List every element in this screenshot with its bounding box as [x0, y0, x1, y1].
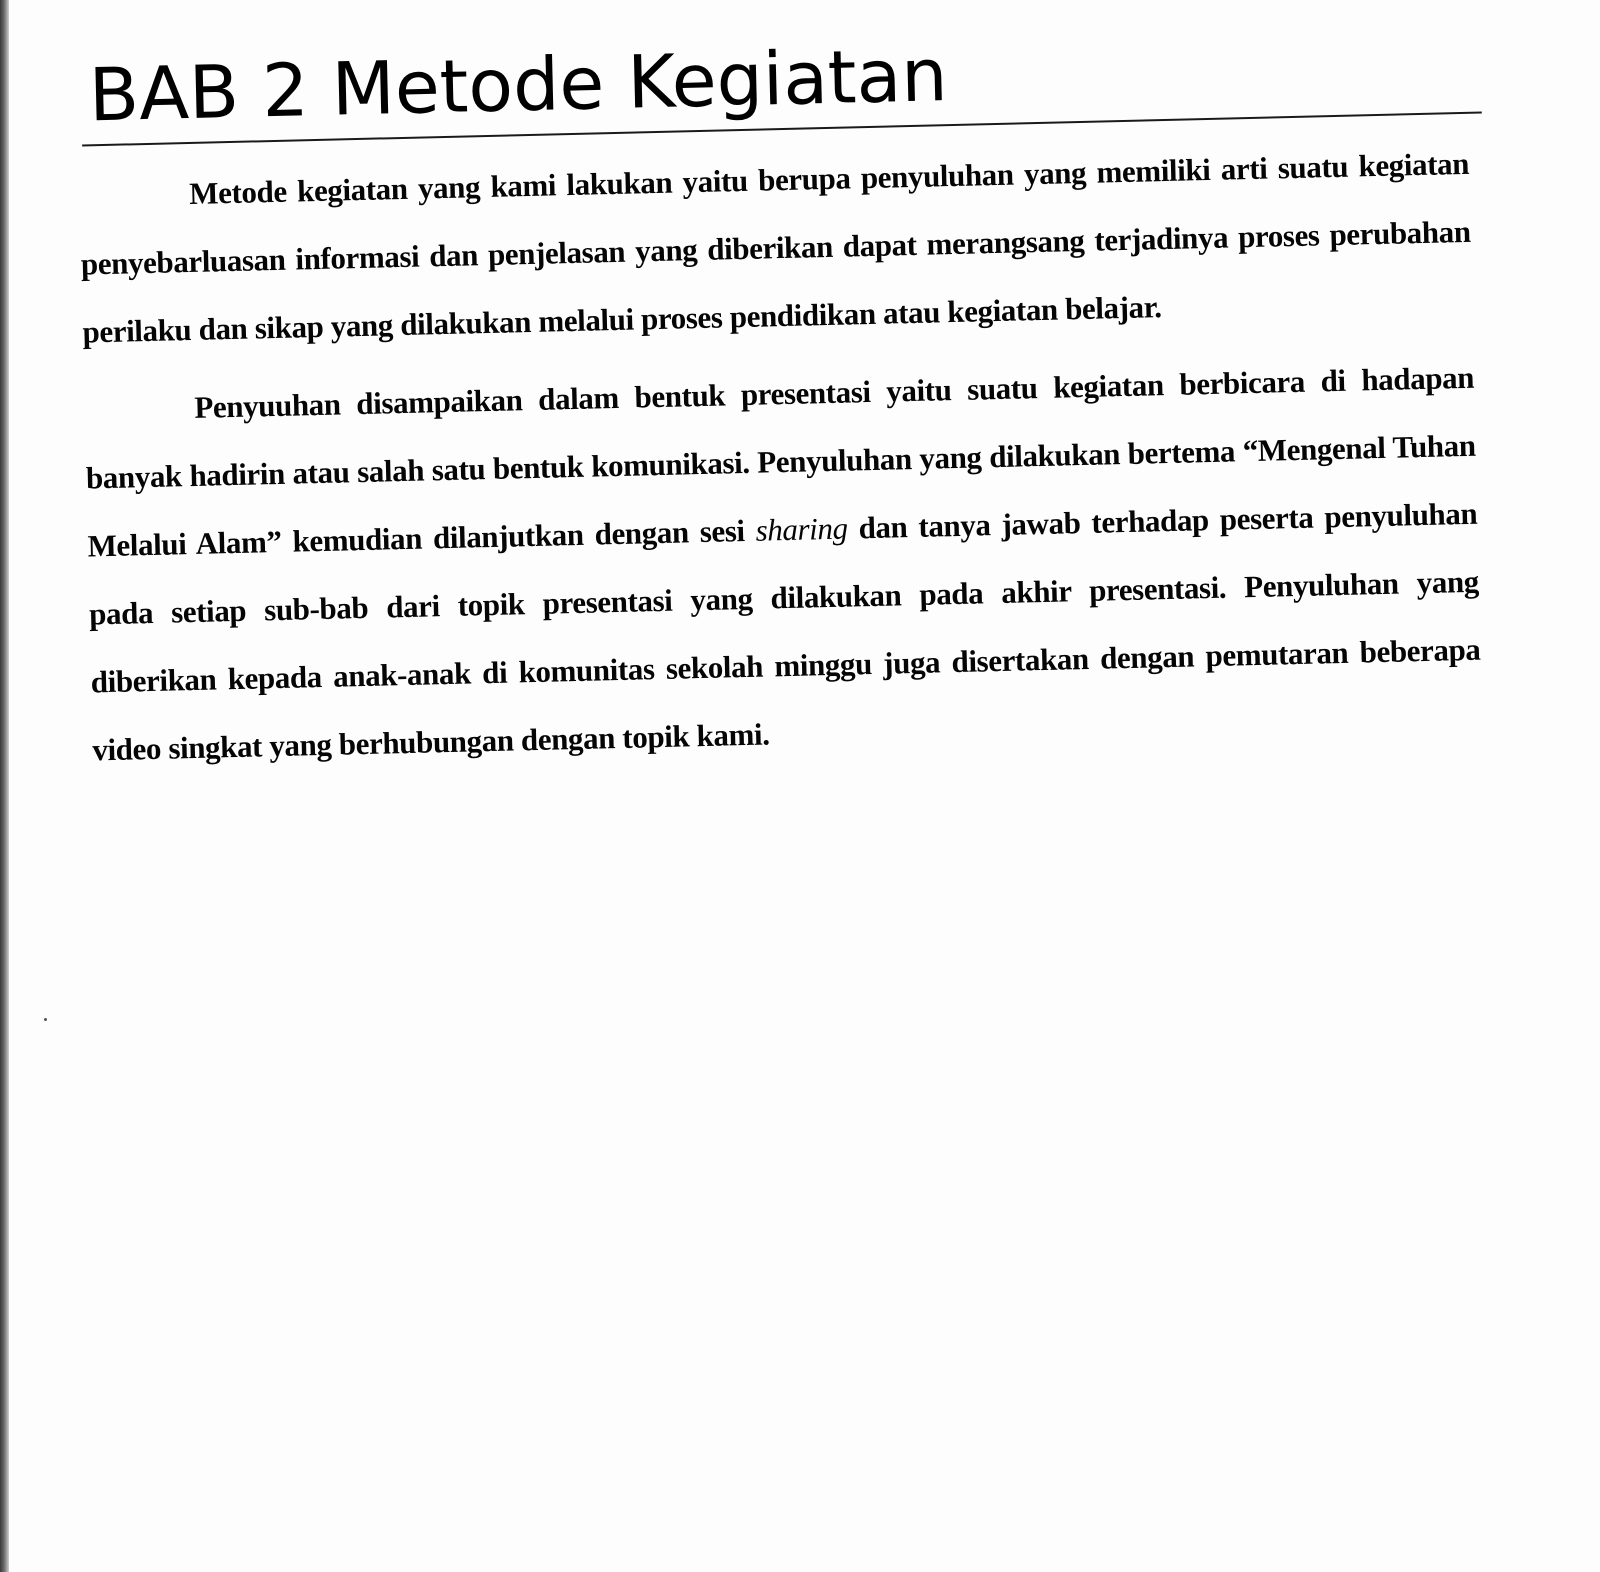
page-binding-edge	[0, 0, 9, 1572]
scan-speck	[44, 1018, 47, 1021]
chapter-title: BAB 2 Metode Kegiatan	[87, 33, 949, 139]
paragraph-text-part: Penyuuhan disampaikan dalam bentuk presentasi yaitu suatu kegiatan berbicara di hadapan banyak hadirin atau salah satu bentuk komunikasi. Penyuluhan yang dilakukan bertema “Mengenal Tuhan Melalui Alam” kemudian dilanjutkan dengan sesi	[85, 359, 1476, 564]
paragraph-presentation-description	[68, 344, 1483, 785]
paragraph-text-part: dan tanya jawab terhadap peserta penyuluhan pada setiap sub-bab dari topik presentasi yang dilakukan pada akhir presentasi. Penyuluhan yang diberikan kepada anak-anak di komunitas sekolah minggu juga disertakan dengan pemutaran beberapa video singkat yang berhubungan dengan topik kami.	[88, 495, 1481, 768]
paragraph-method-description: Metode kegiatan yang kami lakukan yaitu berupa penyuluhan yang memiliki arti suatu kegiatan penyebarluasan informasi dan penjelasan yang diberikan dapat merangsang terjadinya proses perubahan perilaku dan sikap yang dilakukan melalui proses pendidikan atau kegiatan belajar.	[80, 145, 1471, 350]
page-content	[60, 21, 1517, 785]
italic-term: sharing	[755, 510, 848, 548]
